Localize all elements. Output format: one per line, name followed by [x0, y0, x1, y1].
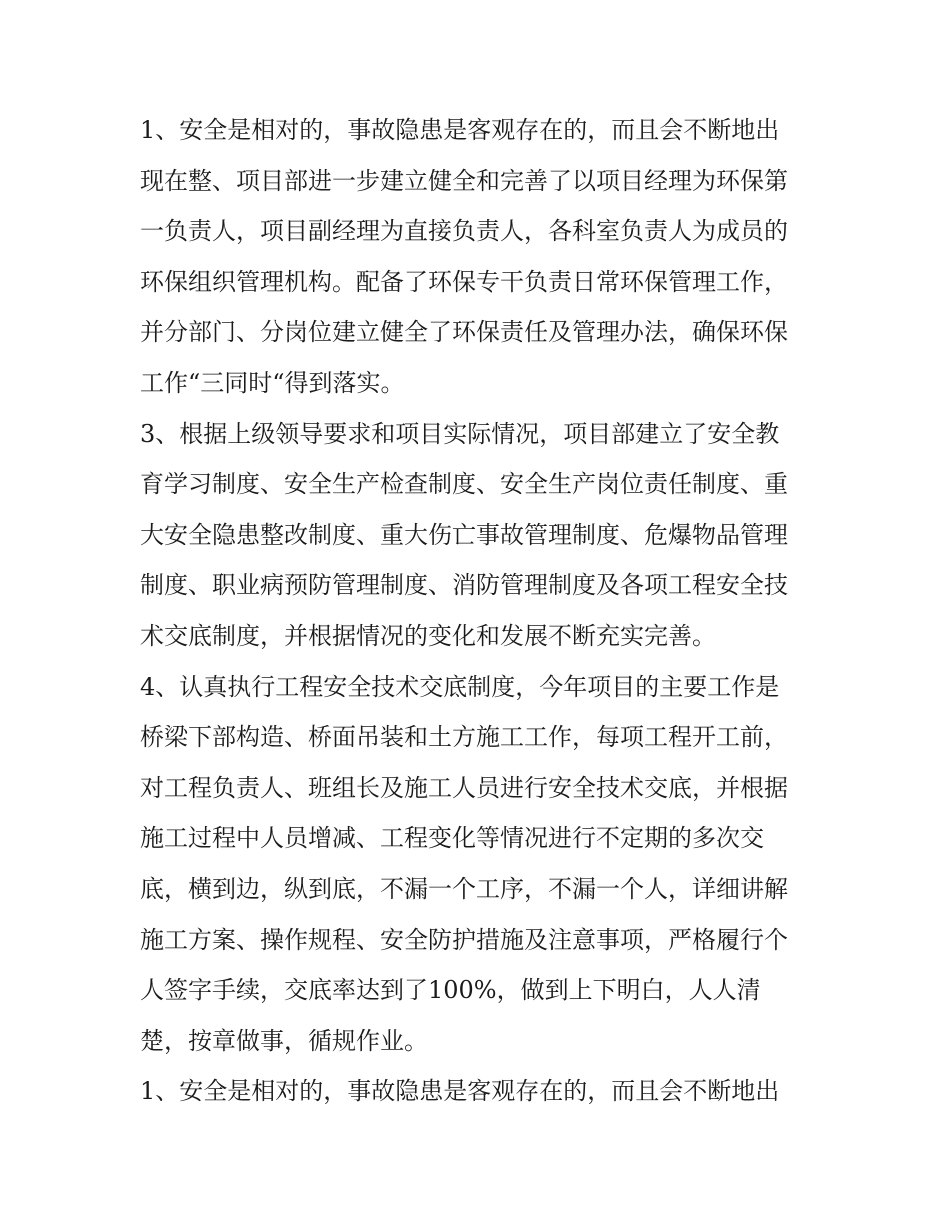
text-line: 育学习制度、安全生产检查制度、安全生产岗位责任制度、重: [140, 470, 788, 499]
text-line: 3、根据上级领导要求和项目实际情况，项目部建立了安全教: [140, 419, 780, 448]
text-line: 桥梁下部构造、桥面吊装和土方施工工作，每项工程开工前，: [140, 723, 788, 752]
text-line: 工作“三同时“得到落实。: [140, 368, 405, 397]
text-line: 大安全隐患整改制度、重大伤亡事故管理制度、危爆物品管理: [140, 520, 788, 549]
text-line: 制度、职业病预防管理制度、消防管理制度及各项工程安全技: [140, 571, 788, 600]
text-line: 施工过程中人员增减、工程变化等情况进行不定期的多次交: [140, 824, 764, 853]
text-line: 一负责人，项目副经理为直接负责人，各科室负责人为成员的: [140, 217, 788, 246]
text-line: 1、安全是相对的，事故隐患是客观存在的，而且会不断地出: [140, 116, 780, 144]
text-line: 环保组织管理机构。配备了环保专干负责日常环保管理工作，: [140, 267, 788, 296]
text-line: 施工方案、操作规程、安全防护措施及注意事项，严格履行个: [140, 925, 788, 954]
text-line: 底，横到边，纵到底，不漏一个工序，不漏一个人，详细讲解: [140, 874, 788, 903]
text-line: 对工程负责人、班组长及施工人员进行安全技术交底，并根据: [140, 773, 788, 802]
text-line: 1、安全是相对的，事故隐患是客观存在的，而且会不断地出: [140, 1077, 780, 1106]
text-line: 现在整、项目部进一步建立健全和完善了以项目经理为环保第: [140, 166, 788, 195]
text-line: 人签字手续，交底率达到了100%，做到上下明白，人人清: [140, 976, 761, 1005]
text-line: 术交底制度，并根据情况的变化和发展不断充实完善。: [140, 621, 716, 650]
text-line: 楚，按章做事，循规作业。: [140, 1026, 428, 1055]
text-line: 4、认真执行工程安全技术交底制度，今年项目的主要工作是: [140, 672, 780, 701]
text-line: 并分部门、分岗位建立健全了环保责任及管理办法，确保环保: [140, 318, 788, 347]
document-body: [140, 105, 820, 1117]
